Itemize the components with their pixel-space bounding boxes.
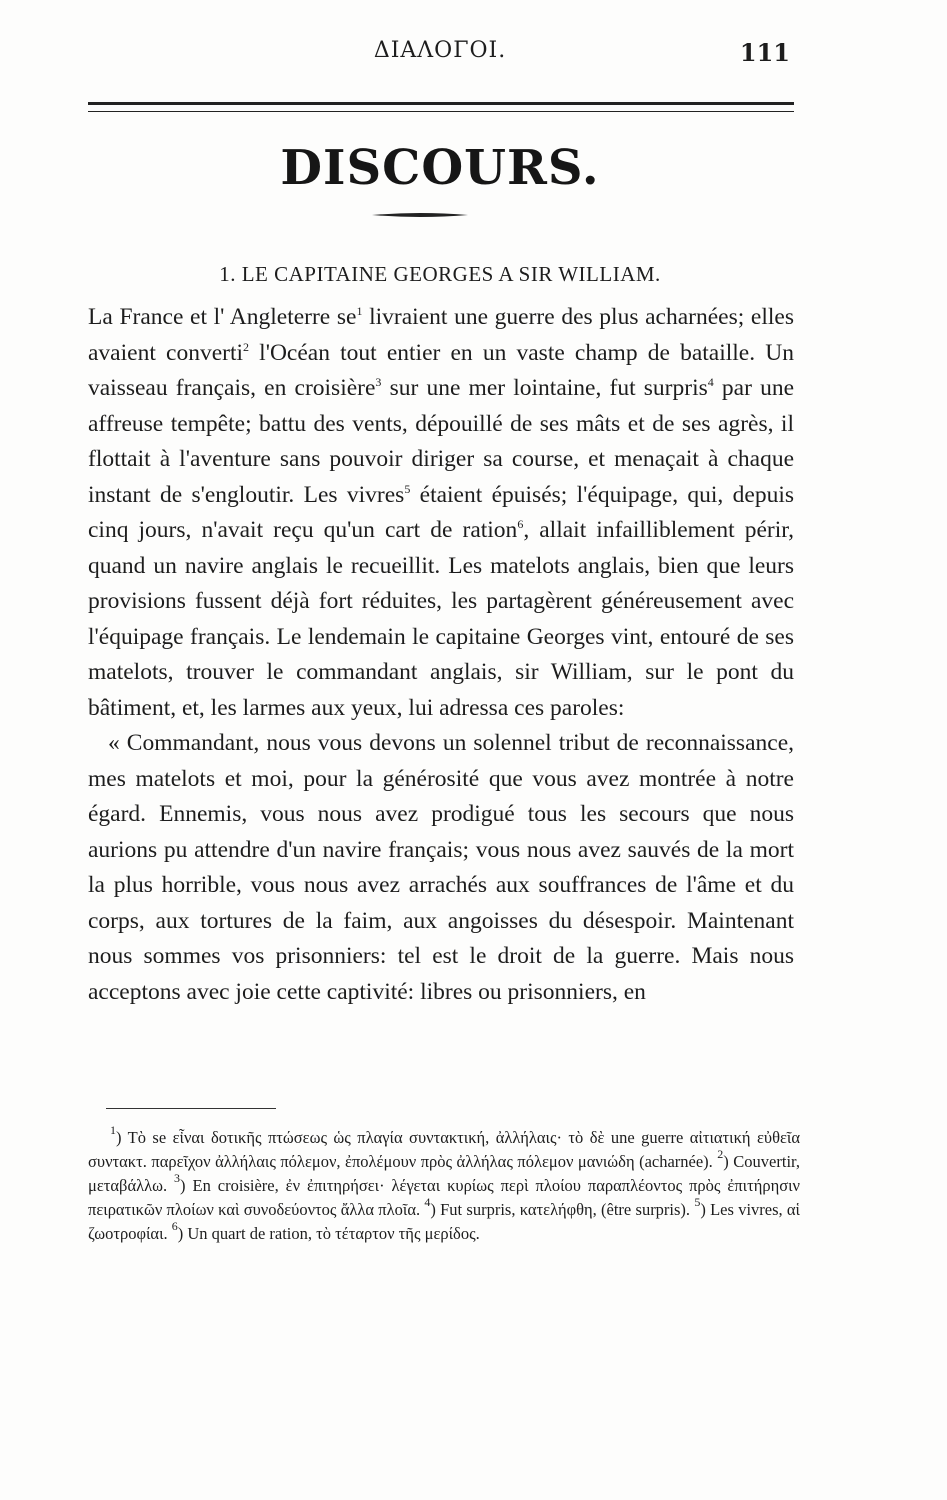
footnote-marker: 5 (694, 1195, 701, 1209)
running-head (90, 38, 790, 68)
footnote-marker: 1 (110, 1123, 116, 1137)
footnote-marker: 2 (243, 339, 250, 354)
ornament-rule-icon (372, 212, 468, 218)
footnote-marker: 1 (356, 304, 363, 318)
text-run: par une affreuse tempête; battu des vents, dépouillé de ses mâts et de ses agrès, il flottait à l'aventure sans pouvoir diriger sa course, et menaçait à chaque instant de s'engloutir. Les vivres (88, 375, 795, 508)
footnote-marker: 2 (717, 1147, 724, 1161)
text-run: , allait infailliblement périr, quand un navire anglais le recueillit. Les matelots anglais, bien que leurs provisions fussent déjà fort réduites, les partagèrent généreusement avec l'équipage français. Le lendemain le capitaine Georges vint, entouré de ses matelots, trouver le commandant anglais, sir William, sur le pont du bâtiment, et, les larmes aux yeux, lui adressa ces paroles: (88, 517, 794, 721)
footnote-marker: 4 (424, 1195, 431, 1209)
footnote-marker: 6 (517, 517, 524, 531)
footnote-marker: 6 (171, 1219, 178, 1233)
footnote-marker: 3 (375, 375, 382, 389)
text-run: La France et l' Angleterre se (88, 304, 357, 330)
text-run: ) En croisière, ἐν ἐπιτηρήσει· λέγεται κυρίως περὶ πλοίου παραπλέοντος πρὸς ἐπιτήρησιν πειρατικῶν πλοίων καὶ συνοδεύοντος ἄλλα πλοῖα. (88, 1176, 801, 1219)
footnote-rule (106, 1108, 276, 1109)
text-run: ) Τὸ se εἶναι δοτικῆς πτώσεως ὡς πλαγία συντακτική, ἀλλήλαις· τὸ δὲ une guerre αἰτιατική εὐθεῖα συντακτ. παρεῖχον ἀλλήλαις πόλεμον, ἐπολέμουν πρὸς ἀλλήλας πόλεμον μανιώδη (acharnée). (88, 1128, 800, 1171)
section-title: DISCOURS. (280, 140, 600, 196)
footnotes (88, 1123, 801, 1246)
paragraph (88, 726, 794, 1010)
body-text (88, 300, 794, 1010)
text-run: l'Océan tout entier en un vaste champ de bataille. Un vaisseau français, en croisière (88, 339, 794, 401)
page-number: 111 (739, 38, 790, 67)
footnote-block (88, 1123, 801, 1246)
footnote-marker: 4 (707, 375, 714, 389)
running-title: ΔΙΑΛΟΓΟΙ. (373, 38, 507, 63)
text-run: ) Un quart de ration, τὸ τέταρτον τῆς μερίδος. (177, 1224, 480, 1243)
text-run: ) Les vivres, αἱ ζωοτροφίαι. (88, 1200, 800, 1243)
footnote-marker: 3 (174, 1171, 181, 1185)
piece-title: 1. LE CAPITAINE GEORGES A SIR WILLIAM. (219, 262, 661, 286)
footnote-marker: 5 (404, 481, 411, 496)
header-double-rule (88, 102, 794, 112)
text-run: ) Couvertir, μεταβάλλω. (88, 1152, 800, 1195)
text-run: sur une mer lointaine, fut surpris (381, 375, 708, 401)
paragraph (88, 300, 794, 726)
text-run: étaient épuisés; l'équipage, qui, depuis cinq jours, n'avait reçu qu'un cart de ration (88, 481, 794, 543)
text-run: ) Fut surpris, κατελήφθη, (être surpris). (430, 1200, 695, 1219)
text-run: « Commandant, nous vous devons un solennel tribut de reconnaissance, mes matelots et moi, pour la générosité que vous avez montrée à notre égard. Ennemis, vous nous avez prodigué tous les secours que nous aurions pu attendre d'un navire français; vous nous avez sauvés de la mort la plus horrible, vous nous avez arrachés aux souffrances de l'âme et du corps, aux tortures de la faim, aux angoisses du désespoir. Maintenant nous sommes vos prisonniers: tel est le droit de la guerre. Mais nous acceptons avec joie cette captivité: libres ou prisonniers, en (88, 730, 794, 1005)
text-run: livraient une guerre des plus acharnées; elles avaient converti (88, 304, 794, 366)
